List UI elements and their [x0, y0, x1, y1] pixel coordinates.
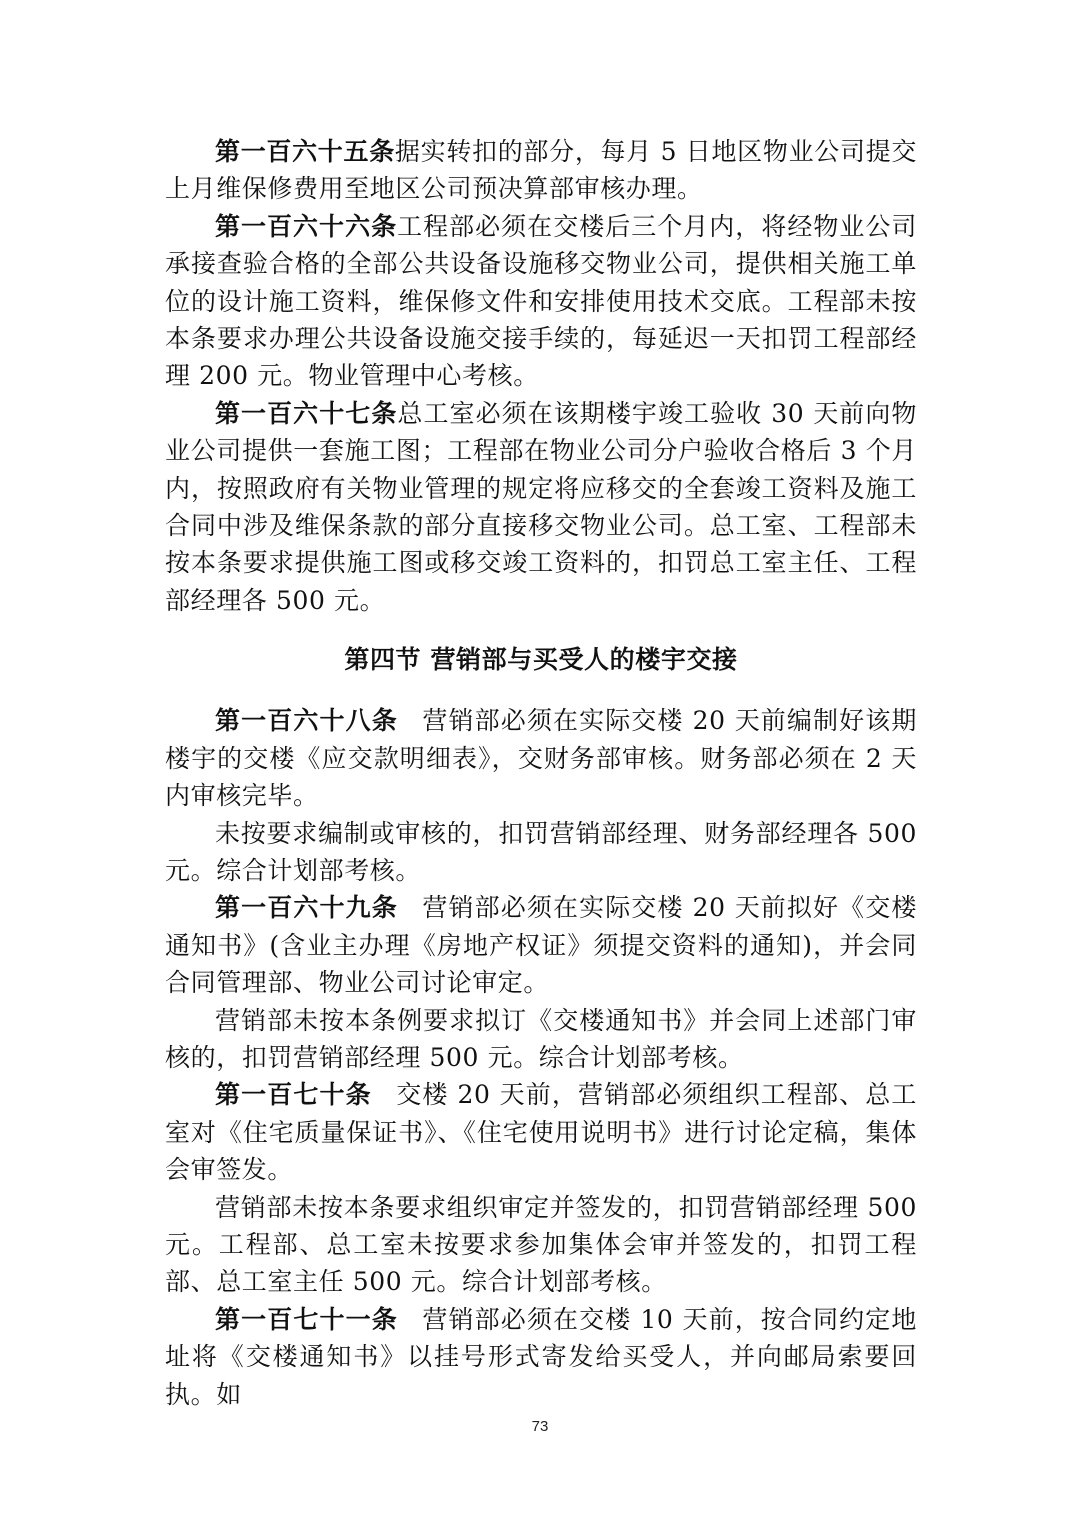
page-number: 73	[531, 1418, 549, 1435]
article-text: 营销部必须在实际交楼 20 天前编制好该期楼宇的交楼《应交款明细表》，交财务部审核。财务部必须在 2 天内审核完毕。	[165, 706, 918, 811]
paragraph-text: 未按要求编制或审核的，扣罚营销部经理、财务部经理各 500 元。综合计划部考核。	[165, 818, 917, 885]
article-169	[165, 889, 917, 1001]
article-heading: 第一百七十一条	[215, 1304, 398, 1334]
article-170	[165, 1076, 917, 1188]
article-171	[165, 1301, 917, 1413]
article-heading: 第一百六十五条	[215, 137, 395, 166]
article-165	[165, 133, 917, 208]
article-text: 工程部必须在交楼后三个月内，将经物业公司承接查验合格的全部公共设备设施移交物业公司，提供相关施工单位的设计施工资料，维保修文件和安排使用技术交底。工程部未按本条要求办理公共设备设施交接手续的，每延迟一天扣罚工程部经理 200 元。物业管理中心考核。	[165, 211, 917, 391]
paragraph-text: 营销部未按本条要求组织审定并签发的，扣罚营销部经理 500 元。工程部、总工室未按要求参加集体会审并签发的，扣罚工程部、总工室主任 500 元。综合计划部考核。	[165, 1192, 917, 1297]
article-169-penalty	[165, 1002, 917, 1077]
article-heading: 第一百六十八条	[215, 706, 398, 736]
article-heading: 第一百六十九条	[215, 893, 398, 923]
section-title: 第四节 营销部与买受人的楼宇交接	[344, 645, 738, 675]
article-heading: 第一百七十条	[215, 1080, 372, 1110]
article-168-penalty	[165, 815, 917, 890]
article-text: 总工室必须在该期楼宇竣工验收 30 天前向物业公司提供一套施工图；工程部在物业公司分户验收合格后 3 个月内，按照政府有关物业管理的规定将应移交的全套竣工资料及施工合同中涉及维保条款的部分直接移交物业公司。总工室、工程部未按本条要求提供施工图或移交竣工资料的，扣罚总工室主任、工程部经理各 500 元。	[165, 398, 917, 615]
document-body	[165, 133, 917, 1413]
paragraph-text: 营销部未按本条例要求拟订《交楼通知书》并会同上述部门审核的，扣罚营销部经理 500 元。综合计划部考核。	[165, 1005, 917, 1072]
article-text: 交楼 20 天前，营销部必须组织工程部、总工室对《住宅质量保证书》、《住宅使用说明书》进行讨论定稿，集体会审签发。	[165, 1080, 917, 1185]
article-167	[165, 395, 917, 619]
article-text: 据实转扣的部分，每月 5 日地区物业公司提交上月维保修费用至地区公司预决算部审核办理。	[165, 137, 917, 204]
article-heading: 第一百六十七条	[215, 398, 398, 428]
article-168	[165, 702, 917, 814]
article-heading: 第一百六十六条	[215, 211, 398, 241]
article-text: 营销部必须在实际交楼 20 天前拟好《交楼通知书》(含业主办理《房地产权证》须提交资料的通知)，并会同合同管理部、物业公司讨论审定。	[165, 893, 918, 998]
article-170-penalty	[165, 1189, 917, 1301]
article-text: 营销部必须在交楼 10 天前，按合同约定地址将《交楼通知书》以挂号形式寄发给买受人，并向邮局索要回执。如	[165, 1304, 918, 1409]
article-166	[165, 208, 917, 395]
